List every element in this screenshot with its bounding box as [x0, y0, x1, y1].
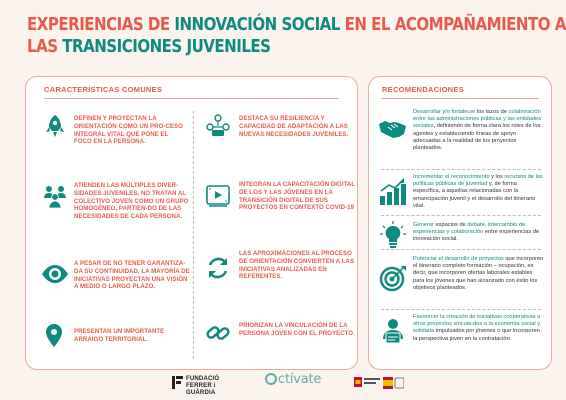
- recommendation-4-highlight: Potenciar el desarrollo de proyectos: [413, 256, 504, 262]
- footer-logos: [0, 374, 566, 396]
- recommendation-3-text-2: entre experiencias de innovación social.: [413, 229, 540, 243]
- fundacio-mark-icon: [172, 376, 183, 389]
- recommendation-separator: [381, 215, 541, 216]
- page-title: [27, 14, 566, 58]
- characteristic-4: PRESENTAN UN IMPORTANTE ARRAIGO TERRITORIAL.: [74, 328, 165, 343]
- activate-logo: [265, 372, 321, 387]
- recommendation-1-text-2: , definiendo de forma clara los roles de los agentes y estableciendo líneas de apoyo adecuadas a la realidad de los proyectos planteados.: [413, 123, 541, 152]
- person-card-icon: [378, 317, 408, 347]
- recommendation-separator: [381, 249, 541, 250]
- recommendations-panel: [368, 76, 552, 370]
- title-part-2: INNOVACIÓN SOCIAL: [174, 15, 340, 35]
- recommendation-1-text: los lazos de: [475, 109, 509, 115]
- recommendation-2-text: y los: [489, 174, 505, 180]
- recommendation-separator: [381, 169, 541, 170]
- recommendation-5-highlight: Favorecer la creación de iniciativas cooperativas u otros proyectos vincula-dos a la economía social y solidaria: [413, 314, 541, 335]
- refresh-arrows-icon: [205, 255, 231, 281]
- recommendation-5-text: impulsados por jóvenes o que incorporen la perspectiva joven en la contratación.: [413, 328, 540, 342]
- location-pin-icon: [43, 323, 65, 349]
- characteristic-6: INTEGRAN LA CAPACITACIÓN DIGITAL DE LOS Y LAS JÓVENES EN LA TRANSICIÓN DIGITAL DE SUS PROYECTOS EN CONTEXTO COVID-19: [239, 181, 356, 212]
- activate-mark-icon: [265, 373, 277, 385]
- fundacio-text: [186, 376, 242, 397]
- fundacio-line-1: FUNDACIÓ: [186, 376, 220, 382]
- column-divider: [193, 111, 194, 359]
- recommendation-1-highlight: Desarrollar y/o fortalecer: [413, 109, 476, 115]
- recommendations-divider: [381, 98, 539, 99]
- eye-icon: [40, 261, 70, 287]
- recommendation-4: [413, 256, 545, 292]
- recommendation-3-highlight: Generar: [413, 222, 434, 228]
- title-part-4: LAS: [27, 37, 63, 57]
- rocket-icon: [42, 113, 68, 139]
- characteristic-2: ATIENDEN LAS MÚLTIPLES DIVER-SIDADES JUVENILES, NO TRATAN AL COLECTIVO JOVEN COMO UN GRUPO HOMOGÉNEO, PARTIEN-DO DE LAS NECESIDADES DE CADA PERSONA.: [74, 182, 189, 221]
- recommendation-separator: [381, 309, 541, 310]
- gears-icon: [203, 113, 233, 139]
- heading-divider: [44, 98, 339, 99]
- recommendation-3-text: espacios de: [433, 222, 468, 228]
- title-part-1: EXPERIENCIAS DE: [27, 15, 175, 35]
- characteristic-7: LAS APROXIMACIONES AL PROCESO DE ORIENTACIÓN CONVIERTEN A LAS INICIATIVAS ANALIZADAS EN REFERENTES.: [239, 250, 355, 281]
- recommendations-heading: RECOMENDACIONES: [382, 85, 464, 94]
- title-part-3: EN EL ACOMPAÑAMIENTO A: [339, 15, 566, 35]
- people-icon: [40, 183, 70, 209]
- characteristic-5: DESTACA SU RESILIENCIA Y CAPACIDAD DE ADAPTACIÓN A LAS NUEVAS NECESIDADES JUVENILES.: [239, 115, 349, 138]
- recommendation-4-text: que incorporen el itinerario completo formación – ocupación, es decir, que incorporen ofertas laborales estables para los jóvenes que han alcanzado con éxito los objetivos planteados.: [413, 256, 544, 291]
- recommendation-2: [413, 174, 545, 210]
- common-characteristics-heading: CARACTERÍSTICAS COMUNES: [44, 85, 163, 94]
- recommendation-2-text-2: y, de forma específica, a aquellas relacionadas con la emancipación juvenil y el desarrollo del itinerario vital.: [413, 181, 536, 209]
- recommendation-1: [413, 109, 545, 152]
- characteristic-1: DEFINEN Y PROYECTAN LA ORIENTACIÓN COMO UN PRO-CESO INTEGRAL VITAL QUE PONE EL FOCO EN LA PERSONA.: [74, 115, 183, 146]
- digital-screen-icon: [205, 183, 231, 209]
- recommendation-1-highlight-2: colaboración entre las administraciones públicas y las entidades sociales: [413, 109, 542, 130]
- handshake-icon: [378, 113, 408, 143]
- recommendation-2-highlight-2: recursos de las políticas públicas de juventud: [413, 174, 543, 188]
- characteristic-3: A PESAR DE NO TENER GARANTIZA-DA SU CONTINUIDAD, LA MAYORÍA DE INICIATIVAS PROYECTAN UNA VISIÓN A MEDIO O LARGO PLAZO.: [74, 260, 190, 291]
- recommendation-3: [413, 222, 545, 244]
- recommendation-2-highlight: Incrementar el reconocimiento: [413, 174, 490, 180]
- government-of-spain-logo: [354, 376, 404, 390]
- fundacio-ferrer-guardia-logo: [172, 374, 242, 394]
- common-characteristics-panel: [25, 76, 358, 370]
- target-icon: [378, 263, 408, 293]
- activate-text: ctívate: [278, 372, 322, 387]
- characteristic-8: PRIORIZAN LA VINCULACIÓN DE LA PERSONA JOVEN CON EL PROYECTO.: [239, 322, 355, 337]
- fundacio-line-2: FERRER i GUÀRDIA: [186, 383, 216, 396]
- recommendation-5: [413, 314, 545, 343]
- lightbulb-icon: [378, 221, 408, 251]
- recommendation-3-highlight-2: debate, intercambio de experiencias y colaboración: [413, 222, 526, 236]
- growth-chart-icon: [378, 177, 408, 207]
- chain-link-icon: [205, 320, 231, 346]
- title-part-5: TRANSICIONES JUVENILES: [62, 37, 271, 57]
